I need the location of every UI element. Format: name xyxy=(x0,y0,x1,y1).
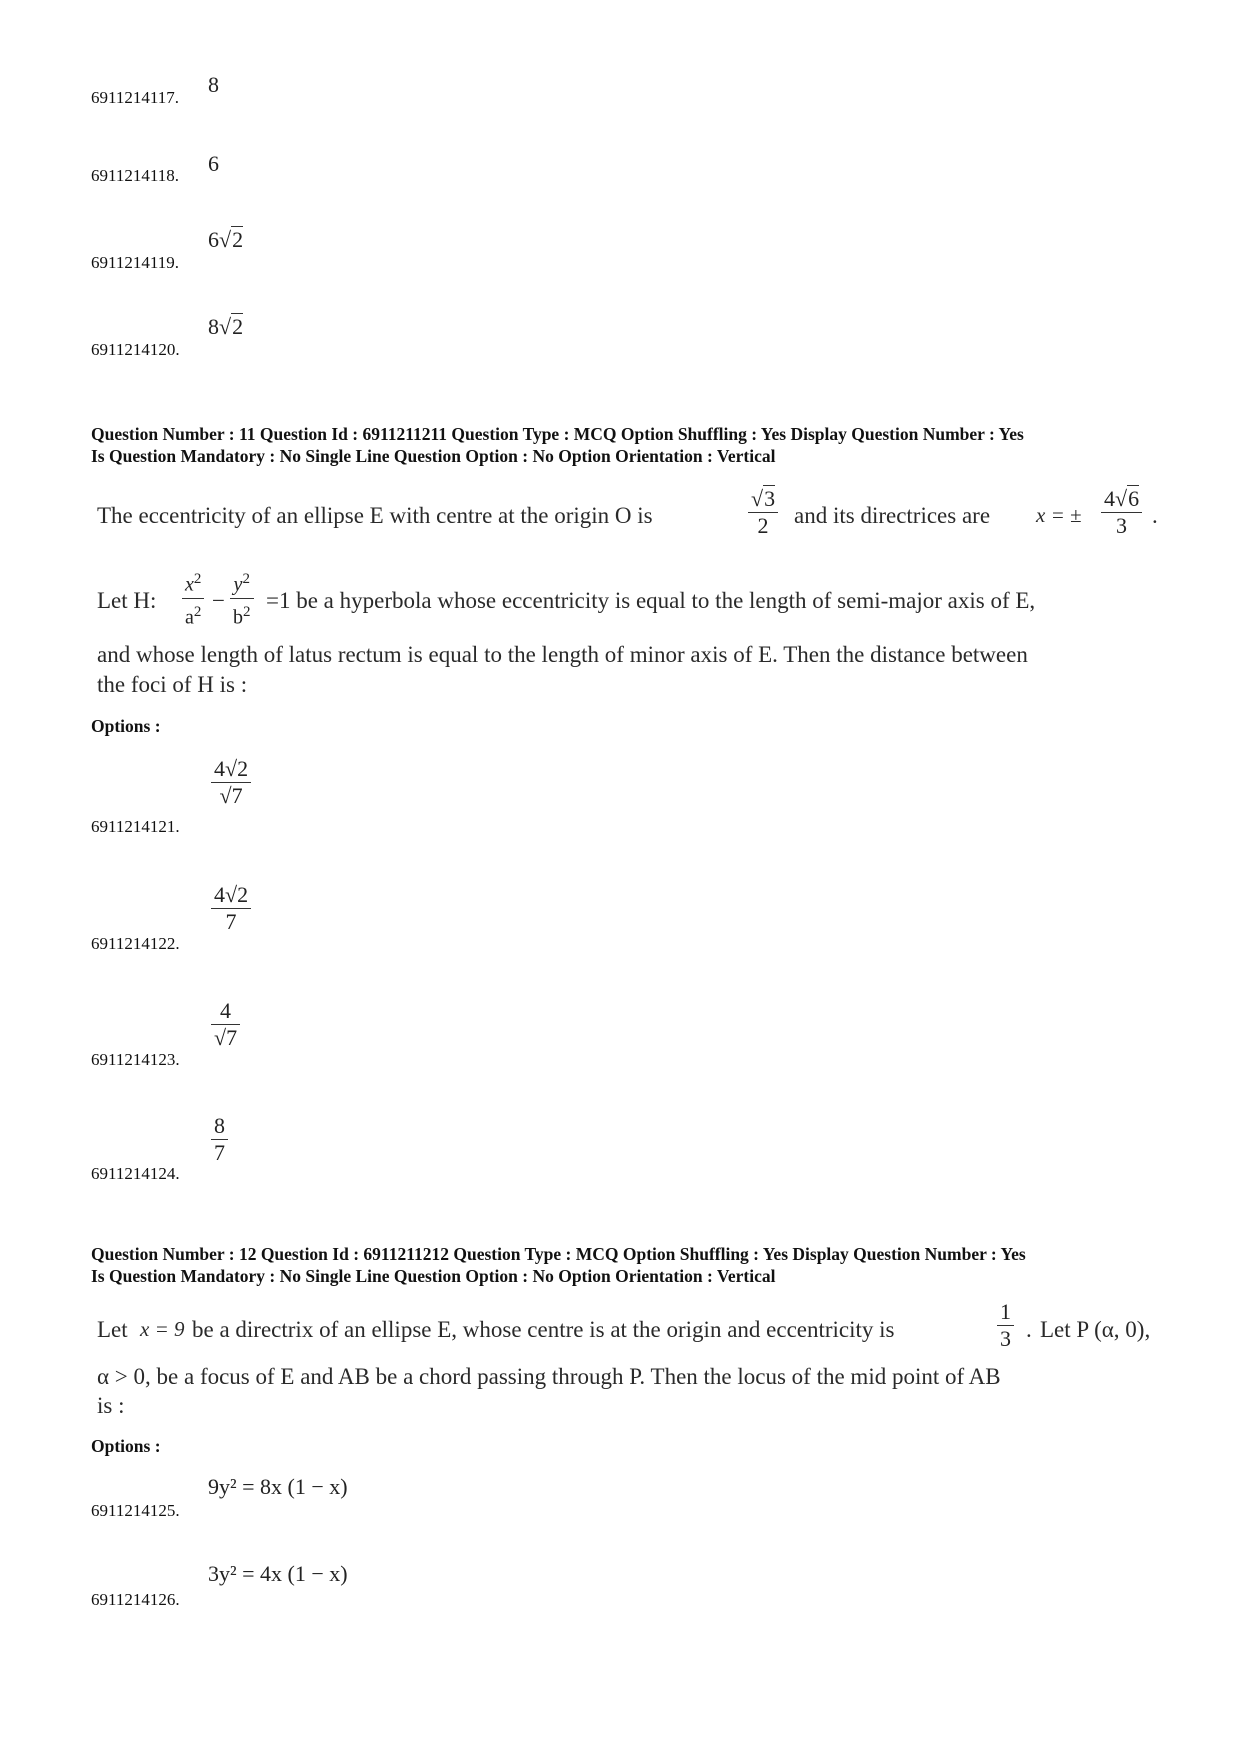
equation: x = ± xyxy=(1036,503,1082,527)
question-text: Let P (α, 0), xyxy=(1040,1317,1151,1342)
option-id: 6911214118. xyxy=(91,166,179,185)
option-fraction: $\frac{4√2}{√7}$ xyxy=(211,756,251,809)
option-id: 6911214126. xyxy=(91,1590,180,1609)
fraction-x-over-a: $\frac{x^2}{a^2}$ xyxy=(182,566,204,630)
question-text: α > 0, be a focus of E and AB be a chord passing through P. Then the locus of the mid point of AB xyxy=(97,1364,1001,1389)
options-label: Options : xyxy=(91,716,161,736)
question-text: is : xyxy=(97,1393,125,1418)
fraction-directrix: $\frac{4√6}{3}$ xyxy=(1101,486,1142,539)
option-id: 6911214117. xyxy=(91,88,179,107)
radicand: 6 xyxy=(1128,486,1140,511)
coefficient: 8 xyxy=(208,314,219,339)
fraction-y-over-b: $\frac{y^2}{b^2}$ xyxy=(230,566,254,630)
question-meta: Is Question Mandatory : No Single Line Question Option : No Option Orientation : Vertical xyxy=(91,446,776,466)
option-id: 6911214122. xyxy=(91,934,180,953)
question-text: Let H: xyxy=(97,588,157,613)
denominator: 3 xyxy=(1101,512,1142,539)
option-value: 8 xyxy=(208,72,219,97)
option-id: 6911214123. xyxy=(91,1050,180,1069)
option-id: 6911214124. xyxy=(91,1164,180,1183)
option-id: 6911214121. xyxy=(91,817,180,836)
options-label: Options : xyxy=(91,1436,161,1456)
denominator: 2 xyxy=(748,512,778,539)
radicand: 3 xyxy=(764,486,776,511)
question-meta: Question Number : 12 Question Id : 6911211212 Question Type : MCQ Option Shuffling : Yes Display Question Number : Yes xyxy=(91,1244,1026,1264)
question-text: and whose length of latus rectum is equal to the length of minor axis of E. Then the distance between xyxy=(97,642,1028,667)
question-text: be a directrix of an ellipse E, whose centre is at the origin and eccentricity is xyxy=(192,1317,895,1342)
period: . xyxy=(1152,503,1158,528)
option-fraction: $\frac{8}{7}$ xyxy=(211,1113,228,1166)
option-fraction: $\frac{4√2}{7}$ xyxy=(211,882,251,935)
question-meta: Is Question Mandatory : No Single Line Question Option : No Option Orientation : Vertical xyxy=(91,1266,776,1286)
question-text: and its directrices are xyxy=(794,503,991,528)
radicand: 2 xyxy=(232,314,244,339)
option-value: 3y² = 4x (1 − x) xyxy=(208,1561,348,1586)
radicand: 2 xyxy=(232,227,244,252)
question-meta: Question Number : 11 Question Id : 6911211211 Question Type : MCQ Option Shuffling : Yes Display Question Number : Yes xyxy=(91,424,1024,444)
minus-sign: − xyxy=(212,588,225,613)
option-id: 6911214120. xyxy=(91,340,180,359)
question-text: =1 be a hyperbola whose eccentricity is equal to the length of semi-major axis of E, xyxy=(266,588,1036,613)
question-text: Let xyxy=(97,1317,128,1342)
question-text: The eccentricity of an ellipse E with centre at the origin O is xyxy=(97,503,653,528)
option-fraction: $\frac{4}{√7}$ xyxy=(211,998,240,1051)
option-id: 6911214119. xyxy=(91,253,179,272)
option-value: 9y² = 8x (1 − x) xyxy=(208,1474,348,1499)
question-text: the foci of H is : xyxy=(97,672,248,697)
period: . xyxy=(1026,1317,1032,1342)
option-value: 6 xyxy=(208,151,219,176)
option-value: 8√2 xyxy=(208,314,244,339)
fraction-eccentricity: $\frac{1}{3}$ xyxy=(997,1299,1014,1352)
coefficient: 4 xyxy=(1104,486,1115,511)
fraction-eccentricity: $\frac{√3}{2}$ xyxy=(748,486,778,539)
option-value: 6√2 xyxy=(208,227,244,252)
equation: x = 9 xyxy=(140,1317,185,1341)
coefficient: 6 xyxy=(208,227,219,252)
option-id: 6911214125. xyxy=(91,1501,180,1520)
